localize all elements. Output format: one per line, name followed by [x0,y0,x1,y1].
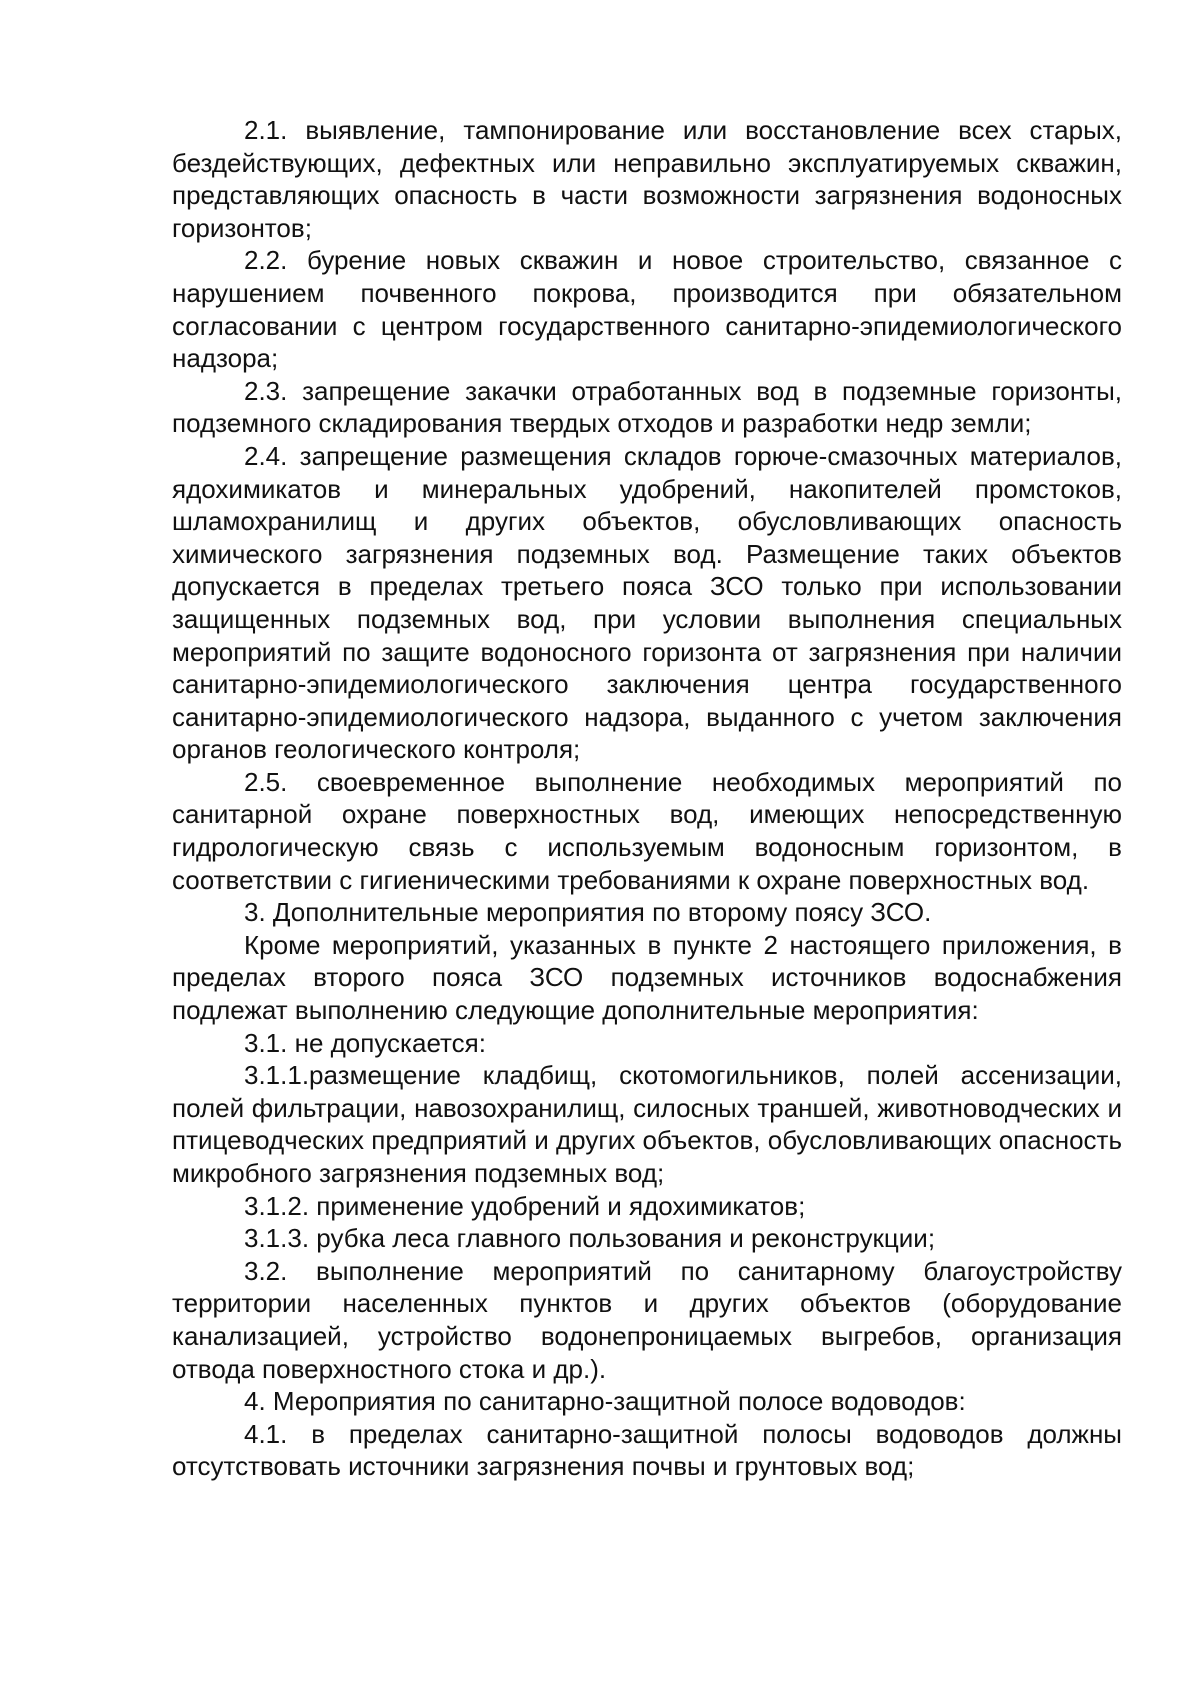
paragraph-3-1-2: 3.1.2. применение удобрений и ядохимикатов; [244,1190,806,1221]
section-3-heading: 3. Дополнительные мероприятия по второму поясу ЗСО. [244,897,932,928]
paragraph-3-1-3: 3.1.3. рубка леса главного пользования и реконструкции; [244,1223,936,1254]
paragraph-2-5: 2.5. своевременное выполнение необходимых мероприятий по санитарной охране поверхностных вод, имеющих непосредственную гидрологическую связь с используемым водоносным горизонтом, в соответствии с гигиеническими требованиями к охране поверхностных вод. [172,766,1122,895]
section-4-heading: 4. Мероприятия по санитарно-защитной полосе водоводов: [244,1386,966,1417]
paragraph-2-2: 2.2. бурение новых скважин и новое строительство, связанное с нарушением почвенного покрова, производится при обязательном согласовании с центром государственного санитарно-эпидемиологического надзора; [172,245,1122,374]
document-body [172,114,1122,1483]
paragraph-2-4: 2.4. запрещение размещения складов горюче-смазочных материалов, ядохимикатов и минеральных удобрений, накопителей промстоков, шламохранилищ и других объектов, обусловливающих опасность химического загрязнения подземных вод. Размещение таких объектов допускается в пределах третьего пояса ЗСО только при использовании защищенных подземных вод, при условии выполнения специальных мероприятий по защите водоносного горизонта от загрязнения при наличии санитарно-эпидемиологического заключения центра государственного санитарно-эпидемиологического надзора, выданного с учетом заключения органов геологического контроля; [172,440,1122,765]
paragraph-3-intro: Кроме мероприятий, указанных в пункте 2 настоящего приложения, в пределах второго пояса ЗСО подземных источников водоснабжения подлежат выполнению следующие дополнительные мероприятия: [172,929,1122,1026]
paragraph-2-3: 2.3. запрещение закачки отработанных вод в подземные горизонты, подземного складирования твердых отходов и разработки недр земли; [172,375,1122,439]
paragraph-3-1: 3.1. не допускается: [244,1027,486,1058]
paragraph-4-1: 4.1. в пределах санитарно-защитной полосы водоводов должны отсутствовать источники загрязнения почвы и грунтовых вод; [172,1418,1122,1482]
paragraph-2-1: 2.1. выявление, тампонирование или восстановление всех старых, бездействующих, дефектных или неправильно эксплуатируемых скважин, представляющих опасность в части возможности загрязнения водоносных горизонтов; [172,115,1122,243]
paragraph-3-2: 3.2. выполнение мероприятий по санитарному благоустройству территории населенных пунктов и других объектов (оборудование канализацией, устройство водонепроницаемых выгребов, организация отвода поверхностного стока и др.). [172,1255,1122,1384]
paragraph-3-1-1: 3.1.1.размещение кладбищ, скотомогильников, полей ассенизации, полей фильтрации, навозохранилищ, силосных траншей, животноводческих и птицеводческих предприятий и других объектов, обусловливающих опасность микробного загрязнения подземных вод; [172,1060,1122,1188]
